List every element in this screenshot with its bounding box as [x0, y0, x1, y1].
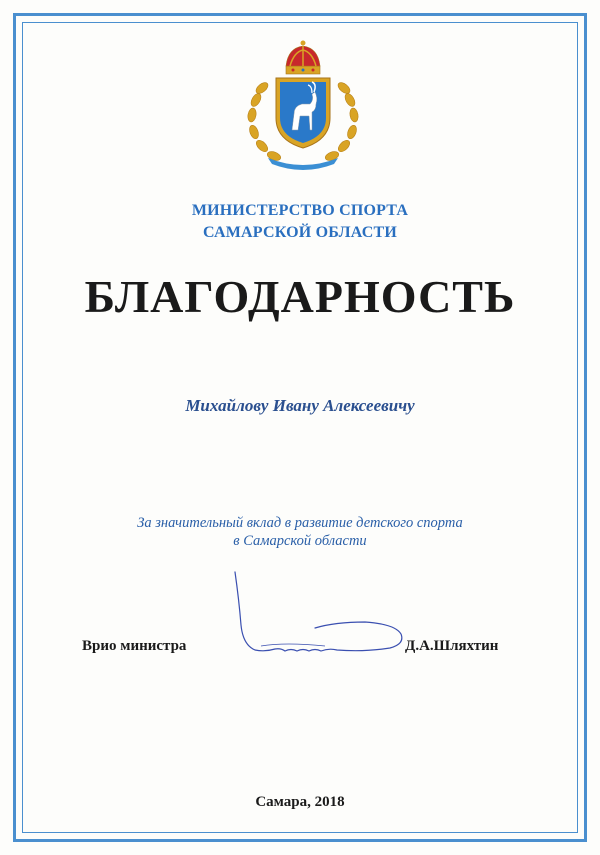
signature-image — [225, 570, 425, 670]
coat-of-arms-icon — [238, 40, 368, 170]
issuer-heading — [0, 200, 600, 244]
reason-line-1: За значительный вклад в развитие детского спорта — [137, 515, 463, 531]
document-title: БЛАГОДАРНОСТЬ — [84, 271, 516, 322]
signer-position: Врио министра — [82, 638, 187, 654]
award-reason — [0, 514, 600, 550]
recipient-name: Михайлову Ивану Алексеевичу — [185, 396, 415, 415]
place-and-date: Самара, 2018 — [255, 794, 345, 810]
signer-name: Д.А.Шляхтин — [405, 638, 499, 654]
issuer-line-1: МИНИСТЕРСТВО СПОРТА — [191, 202, 409, 219]
reason-line-2: в Самарской области — [233, 533, 367, 549]
issuer-line-2: САМАРСКОЙ ОБЛАСТИ — [203, 224, 397, 241]
